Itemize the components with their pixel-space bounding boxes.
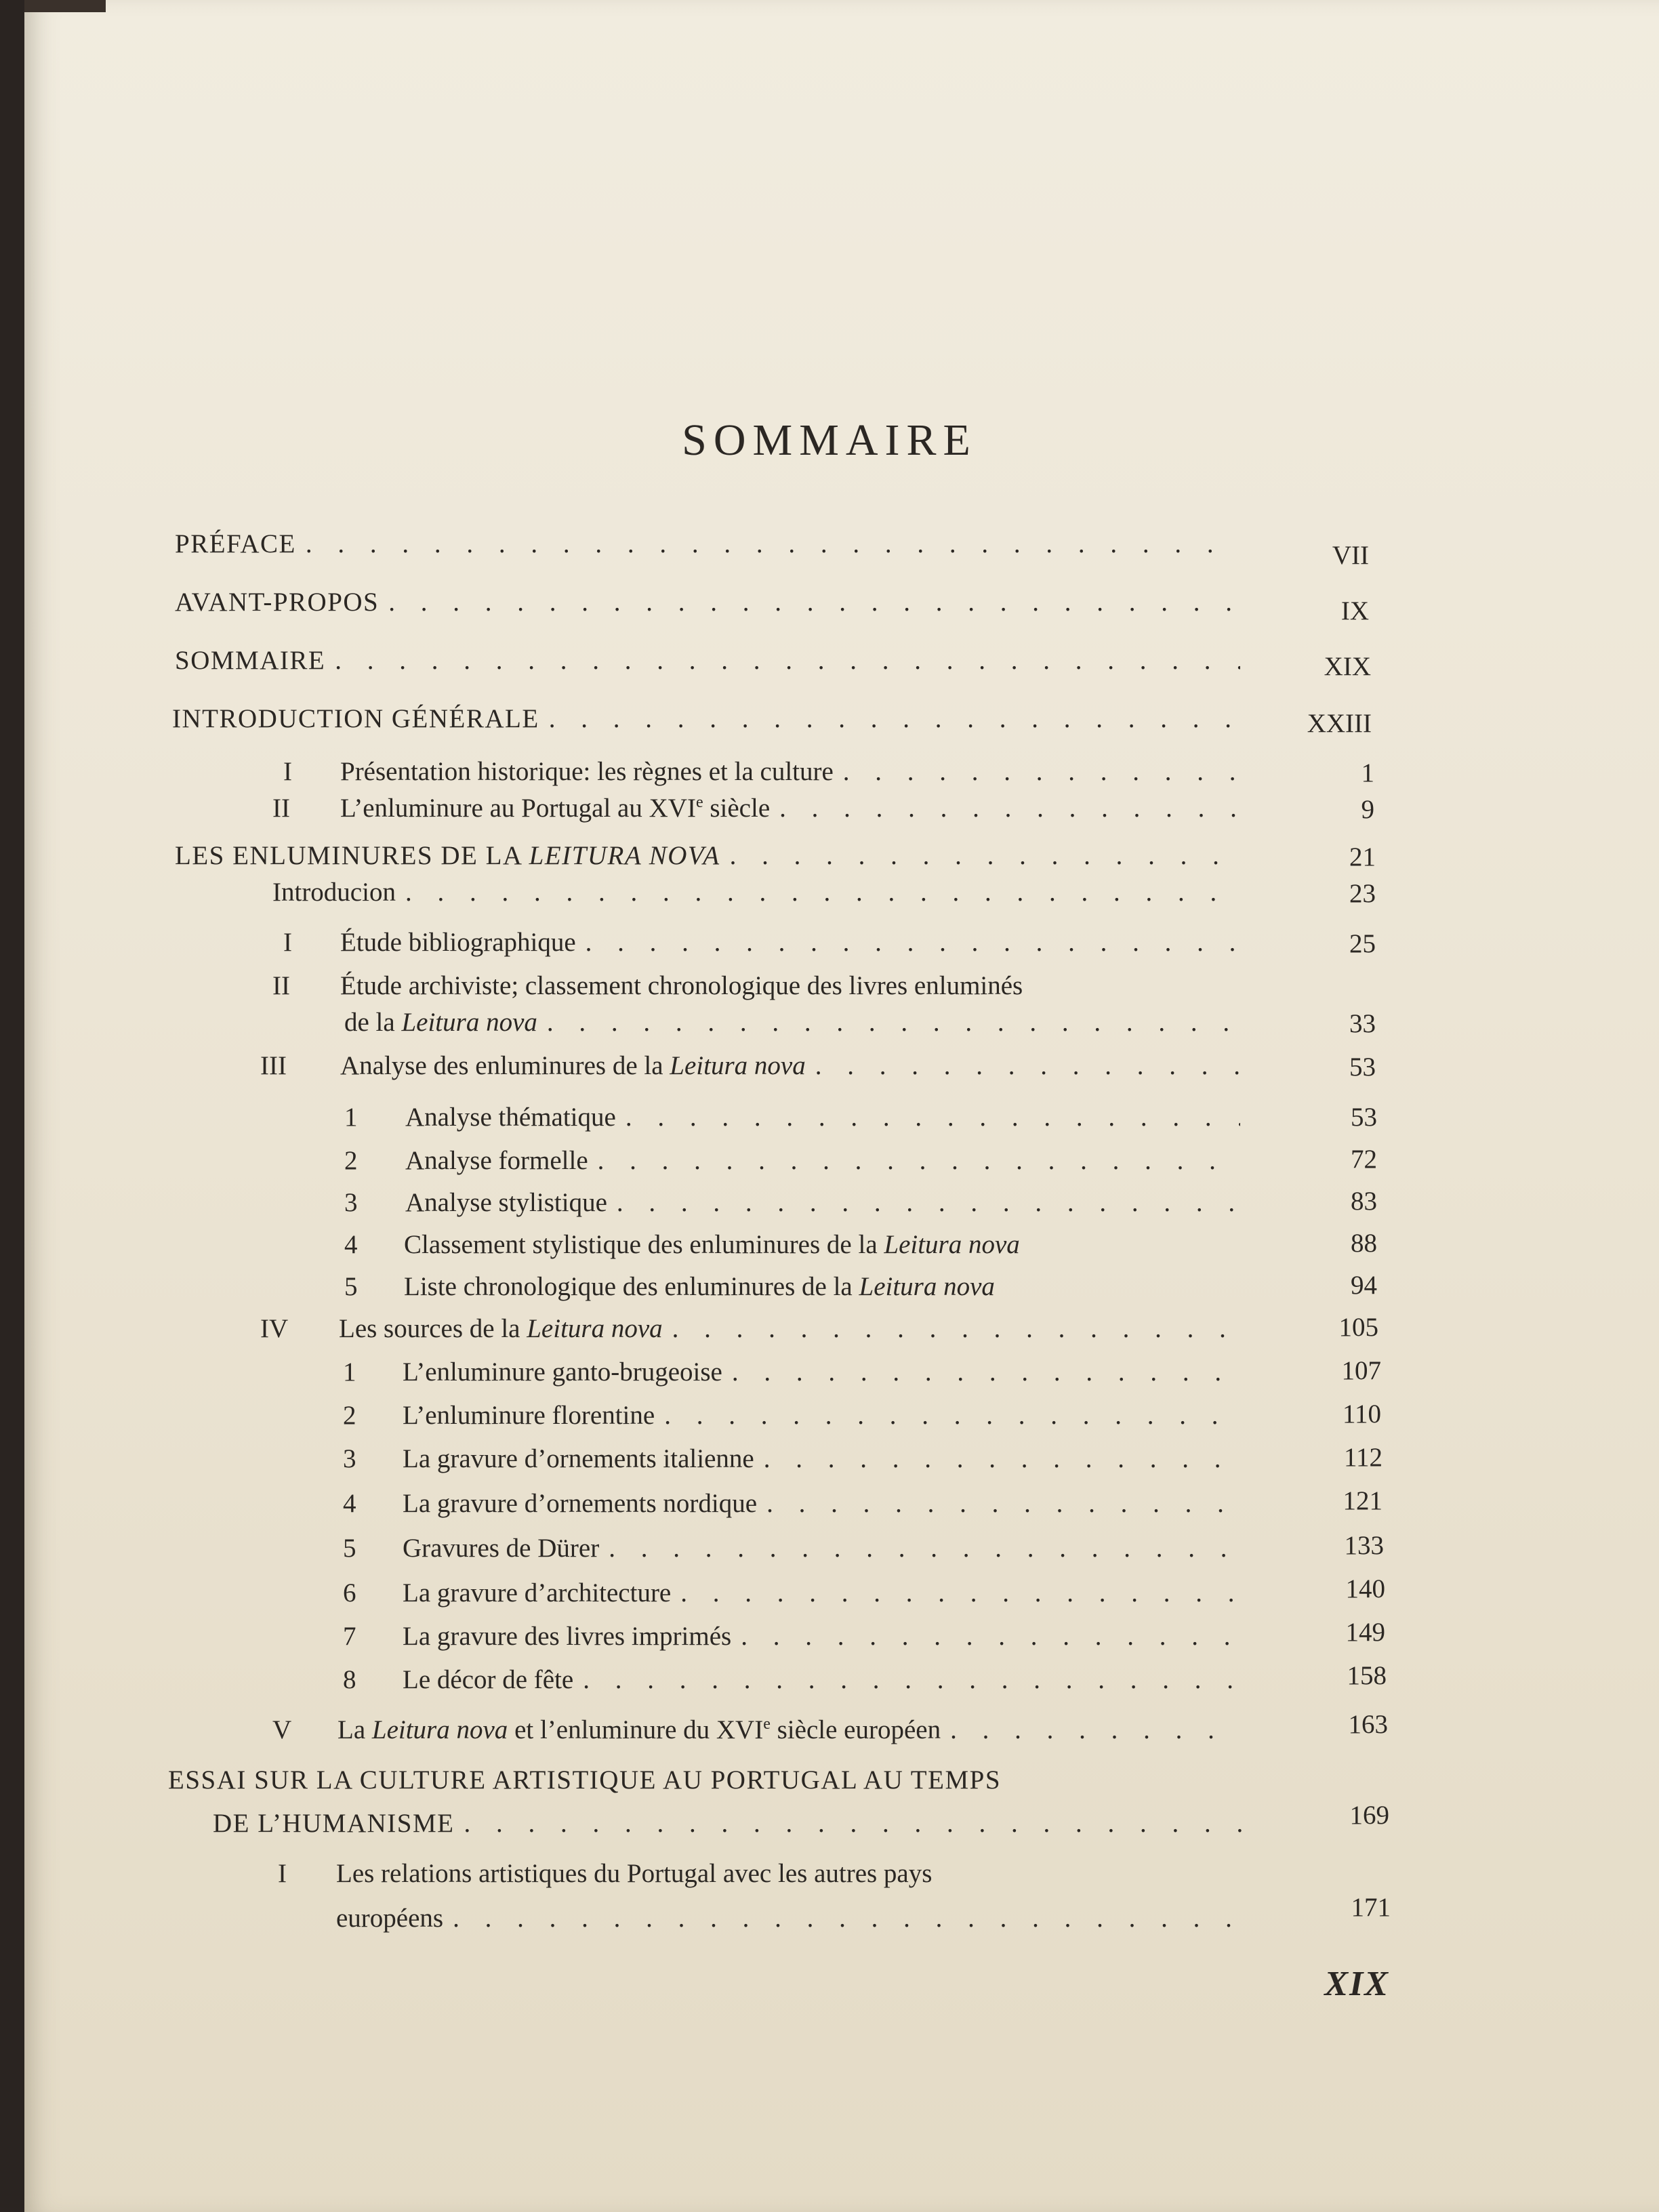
toc-entry-text bbox=[337, 1715, 941, 1745]
page-corner-shadow bbox=[24, 0, 106, 12]
toc-entry-relations-artistiques bbox=[278, 1858, 1252, 1889]
toc-entry-enluminures-leitura bbox=[175, 840, 1250, 871]
toc-entry-enluminure-portugal bbox=[272, 793, 1250, 823]
text-part: Analyse des enluminures de la bbox=[340, 1051, 670, 1080]
leader-dots bbox=[950, 1715, 1240, 1745]
leader-dots bbox=[764, 1443, 1240, 1474]
section-number: 5 bbox=[344, 1272, 358, 1301]
section-number: 3 bbox=[343, 1444, 356, 1473]
toc-page-number: IX bbox=[1340, 596, 1369, 626]
toc-entry-text bbox=[344, 1007, 537, 1038]
leader-dots bbox=[464, 1808, 1243, 1839]
leader-dots bbox=[626, 1102, 1240, 1132]
toc-page-number: 112 bbox=[1343, 1443, 1382, 1472]
toc-entry-2-analyse-formelle bbox=[344, 1145, 1250, 1176]
toc-page-number: 21 bbox=[1349, 842, 1376, 872]
toc-entry-architecture bbox=[343, 1578, 1250, 1608]
leader-dots bbox=[405, 877, 1240, 907]
toc-entry-text: Analyse thématique bbox=[405, 1103, 616, 1132]
section-number: I bbox=[278, 1859, 287, 1888]
section-number: 4 bbox=[344, 1230, 358, 1259]
toc-entry-text bbox=[340, 1050, 806, 1081]
toc-entry-essai-line2 bbox=[213, 1808, 1252, 1839]
toc-page-number: 105 bbox=[1338, 1313, 1378, 1342]
toc-entry-1-analyse-thematique bbox=[344, 1102, 1250, 1132]
leader-dots bbox=[549, 703, 1240, 734]
toc-page-number: 72 bbox=[1351, 1145, 1377, 1174]
toc-entry-text: Étude bibliographique bbox=[340, 928, 576, 957]
toc-entry-text: Présentation historique: les règnes et la culture bbox=[340, 757, 834, 786]
toc-entry-sources bbox=[260, 1313, 1250, 1344]
toc-page-number: 133 bbox=[1344, 1531, 1384, 1560]
leader-dots bbox=[766, 1488, 1240, 1519]
section-number: 1 bbox=[344, 1103, 358, 1132]
leader-dots bbox=[388, 587, 1240, 617]
toc-entry-text: Étude archiviste; classement chronologique des livres enluminés bbox=[340, 971, 1023, 1000]
toc-entry-3-analyse-stylistique bbox=[344, 1187, 1250, 1218]
text-part: Les sources de la bbox=[339, 1314, 527, 1343]
leader-dots bbox=[306, 529, 1240, 559]
toc-entry-text: ESSAI SUR LA CULTURE ARTISTIQUE AU PORTUGAL AU TEMPS bbox=[168, 1765, 1002, 1795]
leader-dots bbox=[730, 840, 1240, 871]
toc-entry-leitura-enluminure-europeen bbox=[272, 1715, 1250, 1745]
section-number: 4 bbox=[343, 1489, 356, 1518]
toc-entry-text: AVANT-PROPOS bbox=[175, 588, 380, 617]
toc-entry-preface bbox=[175, 529, 1250, 559]
toc-entry-text: La gravure d’ornements italienne bbox=[403, 1444, 754, 1473]
toc-entry-text: Le décor de fête bbox=[403, 1665, 574, 1694]
text-part: et l’enluminure du XVI bbox=[508, 1715, 764, 1744]
text-part: La bbox=[337, 1715, 372, 1744]
toc-page-number: 33 bbox=[1349, 1009, 1376, 1038]
toc-entry-text: L’enluminure florentine bbox=[403, 1401, 655, 1430]
italic-title: LEITURA NOVA bbox=[529, 841, 720, 870]
leader-dots bbox=[617, 1187, 1240, 1218]
toc-page-number: 171 bbox=[1351, 1893, 1391, 1922]
text-part: Liste chronologique des enluminures de la bbox=[404, 1272, 859, 1301]
italic-title: Leitura nova bbox=[670, 1051, 806, 1080]
toc-entry-text: SOMMAIRE bbox=[175, 646, 326, 675]
italic-title: Leitura nova bbox=[371, 1715, 508, 1744]
text-part: L’enluminure au Portugal au XVI bbox=[340, 794, 696, 823]
superscript: e bbox=[763, 1715, 771, 1733]
leader-dots bbox=[680, 1578, 1240, 1608]
leader-dots bbox=[586, 927, 1240, 958]
section-number: 8 bbox=[343, 1665, 356, 1694]
toc-page-number: 169 bbox=[1349, 1801, 1389, 1830]
toc-entry-text: européens bbox=[336, 1904, 444, 1933]
toc-page-number: 110 bbox=[1342, 1399, 1381, 1429]
page-title: SOMMAIRE bbox=[682, 415, 977, 465]
section-number: I bbox=[283, 928, 292, 957]
toc-entry-text: INTRODUCTION GÉNÉRALE bbox=[172, 704, 539, 733]
toc-page-number: 149 bbox=[1345, 1618, 1385, 1647]
section-number: I bbox=[283, 757, 292, 786]
toc-entry-text: Analyse stylistique bbox=[405, 1188, 607, 1217]
leader-dots bbox=[547, 1007, 1240, 1038]
toc-entry-text: La gravure d’ornements nordique bbox=[403, 1489, 758, 1518]
toc-page-number: 121 bbox=[1343, 1486, 1382, 1515]
toc-entry-introducion bbox=[272, 877, 1250, 907]
toc-entry-ornements-italienne bbox=[343, 1443, 1250, 1474]
page-folio: XIX bbox=[1324, 1965, 1389, 2003]
toc-entry-introduction bbox=[172, 703, 1250, 734]
leader-dots bbox=[453, 1903, 1243, 1933]
leader-dots bbox=[583, 1664, 1240, 1695]
italic-title: Leitura nova bbox=[401, 1008, 537, 1037]
toc-entry-etude-archiviste bbox=[272, 970, 1250, 1001]
text-part: siècle européen bbox=[770, 1715, 941, 1744]
section-number: 7 bbox=[343, 1622, 356, 1651]
toc-entry-florentine bbox=[343, 1400, 1250, 1431]
toc-page-number: 88 bbox=[1351, 1229, 1377, 1258]
text-part: siècle bbox=[703, 794, 771, 823]
toc-page-number: 53 bbox=[1349, 1052, 1376, 1082]
toc-entry-etude-archiviste-line2 bbox=[344, 1007, 1250, 1038]
leader-dots bbox=[732, 1357, 1240, 1387]
section-number: 2 bbox=[343, 1401, 356, 1430]
section-number: II bbox=[272, 971, 290, 1000]
toc-page-number: 94 bbox=[1351, 1271, 1377, 1300]
toc-entry-text: Gravures de Dürer bbox=[403, 1534, 600, 1563]
toc-entry-essai bbox=[168, 1765, 1252, 1795]
toc-entry-5-liste bbox=[344, 1271, 1250, 1302]
toc-entry-text: La gravure des livres imprimés bbox=[403, 1622, 732, 1651]
leader-dots bbox=[335, 645, 1240, 676]
toc-entry-avant-propos bbox=[175, 587, 1250, 617]
toc-entry-livres-imprimes bbox=[343, 1621, 1250, 1652]
superscript: e bbox=[695, 794, 703, 811]
leader-dots bbox=[815, 1050, 1240, 1081]
toc-entry-text bbox=[339, 1313, 663, 1344]
toc-entry-text: Les relations artistiques du Portugal avec les autres pays bbox=[336, 1859, 933, 1888]
leader-dots bbox=[741, 1621, 1240, 1652]
toc-entry-ornements-nordique bbox=[343, 1488, 1250, 1519]
section-number: 6 bbox=[343, 1578, 356, 1607]
toc-entry-decor-fete bbox=[343, 1664, 1250, 1695]
toc-entry-relations-artistiques-line2 bbox=[336, 1903, 1252, 1933]
section-number: V bbox=[272, 1715, 292, 1744]
toc-page-number: 53 bbox=[1351, 1103, 1377, 1132]
toc-entry-etude-biblio bbox=[283, 927, 1250, 958]
toc-entry-text bbox=[340, 793, 770, 823]
toc-page-number: 158 bbox=[1347, 1661, 1387, 1690]
toc-entry-text bbox=[404, 1271, 995, 1302]
italic-title: Leitura nova bbox=[527, 1314, 663, 1343]
toc-entry-sommaire bbox=[175, 645, 1250, 676]
toc-entry-durer bbox=[343, 1533, 1250, 1563]
leader-dots bbox=[598, 1145, 1240, 1176]
toc-entry-4-classement bbox=[344, 1229, 1250, 1260]
toc-page-number: XIX bbox=[1324, 652, 1371, 681]
leader-dots bbox=[664, 1400, 1240, 1431]
italic-title: Leitura nova bbox=[884, 1230, 1020, 1259]
toc-page-number: VII bbox=[1332, 541, 1369, 570]
toc-entry-text: La gravure d’architecture bbox=[403, 1578, 672, 1607]
section-number: 1 bbox=[343, 1357, 356, 1387]
text-part: LES ENLUMINURES DE LA bbox=[175, 841, 529, 870]
section-number: III bbox=[260, 1051, 287, 1080]
section-number: 5 bbox=[343, 1534, 356, 1563]
section-number: II bbox=[272, 794, 290, 823]
toc-page-number: 1 bbox=[1361, 758, 1374, 787]
toc-entry-text bbox=[175, 840, 720, 871]
toc-page-number: 140 bbox=[1345, 1574, 1385, 1603]
text-part: de la bbox=[344, 1008, 402, 1037]
toc-entry-text: DE L’HUMANISME bbox=[213, 1809, 455, 1838]
leader-dots bbox=[609, 1533, 1240, 1563]
section-number: 2 bbox=[344, 1146, 358, 1175]
toc-entry-text: Introducion bbox=[272, 878, 396, 907]
toc-page-number: 25 bbox=[1349, 929, 1376, 958]
leader-dots bbox=[672, 1313, 1240, 1344]
toc-entry-text: L’enluminure ganto-brugeoise bbox=[403, 1357, 722, 1387]
leader-dots bbox=[779, 793, 1240, 823]
toc-page-number: 163 bbox=[1348, 1710, 1388, 1739]
toc-entry-presentation bbox=[283, 756, 1250, 787]
toc-page-number: 107 bbox=[1341, 1356, 1381, 1385]
text-part: Classement stylistique des enluminures de la bbox=[404, 1230, 884, 1259]
section-number: IV bbox=[260, 1314, 289, 1343]
toc-page-number: 23 bbox=[1349, 879, 1376, 908]
toc-entry-analyse bbox=[260, 1050, 1250, 1081]
leader-dots bbox=[843, 756, 1240, 787]
toc-entry-text: PRÉFACE bbox=[175, 529, 296, 558]
toc-page-number: 9 bbox=[1361, 795, 1374, 824]
toc-entry-text bbox=[404, 1229, 1020, 1260]
section-number: 3 bbox=[344, 1188, 358, 1217]
toc-page-number: 83 bbox=[1351, 1187, 1377, 1216]
toc-page-number: XXIII bbox=[1307, 709, 1372, 738]
italic-title: Leitura nova bbox=[859, 1272, 995, 1301]
toc-entry-text: Analyse formelle bbox=[405, 1146, 588, 1175]
toc-entry-ganto-brugeoise bbox=[343, 1357, 1250, 1387]
